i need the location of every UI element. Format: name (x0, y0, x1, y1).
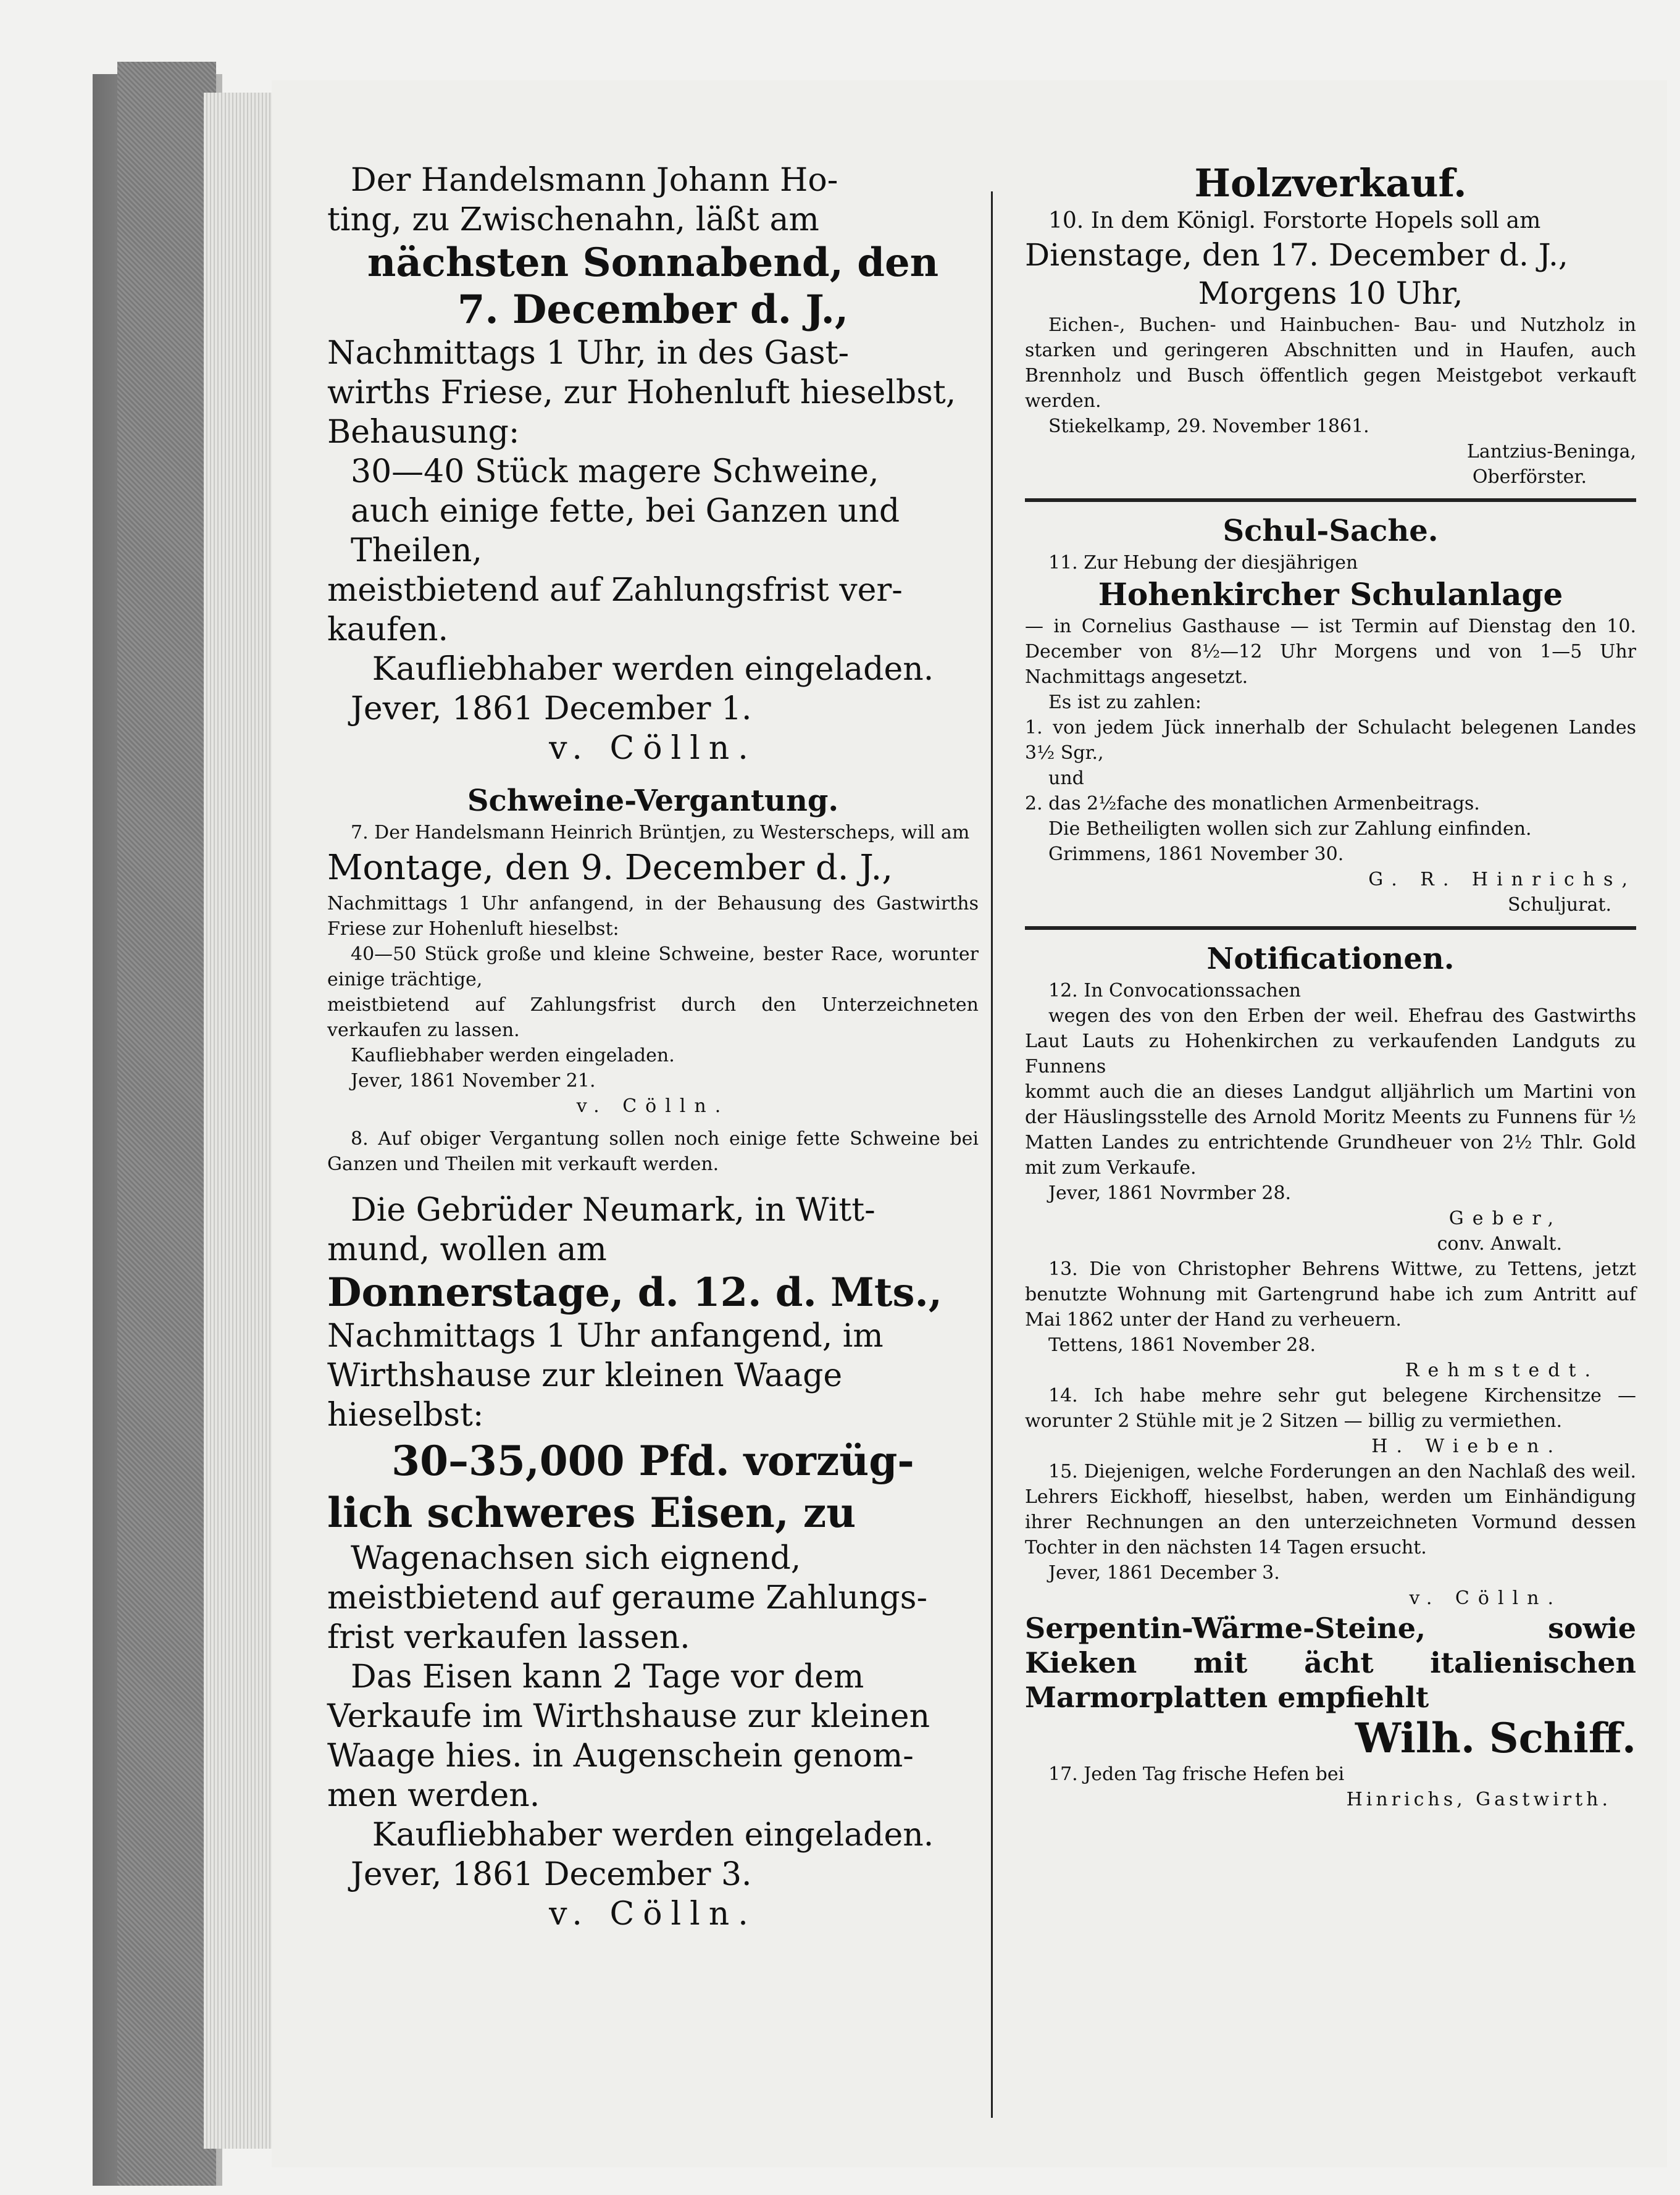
notice-text: kommt auch die an dieses Landgut alljährlich um Martini von der Häuslingsstelle des Arnold Moritz Meents zu Funnens für ½ Matten Landes zu entrichtende Grundheuer von 2½ Thlr. Gold mit zum Verkaufe. (1025, 1081, 1636, 1179)
notice-text: 17. Jeden Tag frische Hefen bei (1048, 1763, 1345, 1785)
ad-place-date: Jever, 1861 December 1. (351, 690, 752, 727)
ad-date: 7. December d. J., (457, 286, 849, 333)
notice-signature: G. R. Hinrichs, (1368, 869, 1636, 890)
notice-text: — in Cornelius Gasthause — ist Termin auf Dienstag den 10. December von 8½—12 Uhr Morgens und von 1—5 Uhr Nachmittags angesetzt. (1025, 616, 1636, 688)
ad-place-date: Jever, 1861 November 21. (351, 1070, 596, 1092)
notice-text: 15. Diejenigen, welche Forderungen an den Nachlaß des weil. Lehrers Eickhoff, hieselbst, haben, werden um Einhändigung ihrer Rechnungen an den unterzeichneten Vormund dessen Tochter in den nächsten 14 Tagen ersucht. (1025, 1461, 1636, 1558)
notice-title: Schuljurat. (1507, 894, 1611, 916)
ad-date: nächsten Sonnabend, den (367, 240, 939, 286)
ad-line: Wirthshause zur kleinen Waage (327, 1357, 843, 1394)
page-edges (204, 93, 278, 2149)
ad-line: Verkaufe im Wirthshause zur kleinen (327, 1698, 930, 1735)
notice-signature: H. Wieben. (1371, 1436, 1562, 1457)
notice-item: 2. das 2½fache des monatlichen Armenbeitrags. (1025, 793, 1480, 814)
notice-schulsache (1025, 512, 1636, 918)
notice-signature: Geber, (1448, 1208, 1562, 1229)
notice-place-date: Jever, 1861 Novrmber 28. (1048, 1182, 1292, 1204)
notice-signature: v. Cölln. (1409, 1587, 1562, 1609)
column-divider (991, 191, 993, 2118)
ad-signature: v. Cölln. (549, 1896, 757, 1933)
notice-text: 12. In Convocationssachen (1048, 980, 1301, 1001)
ad-signature: v. Cölln. (549, 730, 757, 767)
ad-line: Die Gebrüder Neumark, in Witt- (351, 1192, 876, 1229)
notice-signature: Rehmstedt. (1405, 1360, 1599, 1381)
notice-text: wegen des von den Erben der weil. Ehefrau des Gastwirths Laut Lauts zu Hohenkirchen zu verkaufenden Landguts zu Funnens (1025, 1005, 1636, 1077)
ad-vergantung (327, 782, 979, 1177)
ad-line: Behausung: (327, 414, 520, 451)
ad-invite: Kaufliebhaber werden eingeladen. (372, 651, 934, 688)
ad-line: Nachmittags 1 Uhr anfangend, im (327, 1318, 884, 1355)
notice-text: und (1048, 767, 1084, 789)
ad-schiff-name: Wilh. Schiff. (1355, 1714, 1636, 1762)
notice-signature: Hinrichs, Gastwirth. (1346, 1789, 1611, 1810)
notice-place-date: Stiekelkamp, 29. November 1861. (1048, 416, 1369, 437)
ad-line: auch einige fette, bei Ganzen und (351, 493, 900, 530)
ad-text: 7. Der Handelsmann Heinrich Brüntjen, zu Westerscheps, will am (351, 822, 970, 843)
ad-line: meistbietend auf Zahlungsfrist ver- (327, 572, 903, 609)
section-rule (1025, 498, 1636, 502)
right-column (1025, 161, 1636, 1812)
ad-goods: 30–35,000 Pfd. vorzüg- (391, 1437, 914, 1485)
ad-invite: Kaufliebhaber werden eingeladen. (372, 1817, 934, 1854)
ad-line: men werden. (327, 1777, 540, 1814)
ad-text: Nachmittags 1 Uhr anfangend, in der Behausung des Gastwirths Friese zur Hohenluft hieselbst: (327, 893, 979, 940)
ad-line: Das Eisen kann 2 Tage vor dem (351, 1658, 864, 1695)
cover-board (117, 62, 216, 2186)
notice-place-date: Jever, 1861 December 3. (1048, 1562, 1280, 1584)
notice-place-date: Tettens, 1861 November 28. (1048, 1334, 1316, 1356)
notice-date: Morgens 10 Uhr, (1198, 275, 1463, 311)
notice-text: 14. Ich habe mehre sehr gut belegene Kirchensitze — worunter 2 Stühle mit je 2 Sitzen — billig zu vermiethen. (1025, 1385, 1636, 1432)
ad-line: Nachmittags 1 Uhr, in des Gast- (327, 335, 850, 372)
ad-line: Waage hies. in Augenschein genom- (327, 1737, 914, 1775)
ad-invite: Kaufliebhaber werden eingeladen. (351, 1045, 675, 1066)
ad-line: kaufen. (327, 611, 449, 648)
notice-text: Eichen-, Buchen- und Hainbuchen- Bau- und Nutzholz in starken und geringeren Abschnitten und in Haufen, auch Brennholz und Busch öffentlich gegen Meistgebot verkauft werden. (1025, 314, 1636, 412)
notice-title: conv. Anwalt. (1437, 1233, 1562, 1255)
ad-line: Wagenachsen sich eignend, (351, 1540, 801, 1577)
ad-line: Theilen, (351, 532, 483, 569)
ad-text: 8. Auf obiger Vergantung sollen noch einige fette Schweine bei Ganzen und Theilen mit verkauft werden. (327, 1128, 979, 1175)
section-heading: Schul-Sache. (1222, 514, 1439, 548)
ad-line: frist verkaufen lassen. (327, 1619, 690, 1656)
ad-signature: v. Cölln. (576, 1095, 730, 1117)
notice-text: Die Betheiligten wollen sich zur Zahlung einfinden. (1048, 818, 1532, 840)
ad-line: Der Handelsmann Johann Ho- (351, 162, 838, 199)
ad-line: ting, zu Zwischenahn, läßt am (327, 201, 819, 238)
ad-goods: lich schweres Eisen, zu (327, 1489, 856, 1537)
section-heading: Holzverkauf. (1194, 161, 1467, 206)
notice-text: 13. Die von Christopher Behrens Wittwe, zu Tettens, jetzt benutzte Wohnung mit Gartengrund habe ich zum Antritt auf Mai 1862 unter der Hand zu verheuern. (1025, 1258, 1636, 1331)
ad-schiff: Serpentin-Wärme-Steine, sowie Kieken mit ächt italienischen Marmorplatten empfiehlt (1025, 1612, 1636, 1714)
ad-line: wirths Friese, zur Hohenluft hieselbst, (327, 374, 956, 411)
ad-neumark (327, 1190, 979, 1934)
notice-title: Oberförster. (1472, 466, 1587, 488)
ad-place-date: Jever, 1861 December 3. (351, 1856, 752, 1893)
notice-place-date: Grimmens, 1861 November 30. (1048, 843, 1344, 865)
newspaper-page (272, 80, 1667, 2167)
ad-text: meistbietend auf Zahlungsfrist durch den Unterzeichneten verkaufen zu lassen. (327, 994, 979, 1041)
ad-text: 40—50 Stück große und kleine Schweine, bester Race, worunter einige trächtige, (327, 943, 979, 990)
notice-name: Hohenkircher Schulanlage (1098, 576, 1563, 613)
ad-date: Donnerstage, d. 12. d. Mts., (327, 1269, 943, 1316)
left-column (327, 161, 979, 1934)
ad-line: mund, wollen am (327, 1231, 607, 1268)
ad-hoting (327, 161, 979, 768)
notice-text: 11. Zur Hebung der diesjährigen (1048, 552, 1358, 574)
section-rule (1025, 926, 1636, 930)
ad-line: 30—40 Stück magere Schweine, (351, 453, 879, 490)
section-heading: Notificationen. (1206, 942, 1455, 976)
notice-holzverkauf (1025, 161, 1636, 490)
ad-date: Montage, den 9. December d. J., (327, 848, 893, 888)
notifications (1025, 940, 1636, 1812)
notice-text: Es ist zu zahlen: (1048, 692, 1201, 713)
notice-text: 10. In dem Königl. Forstorte Hopels soll am (1048, 208, 1541, 233)
section-heading: Schweine-Vergantung. (467, 784, 839, 818)
ad-line: hieselbst: (327, 1397, 484, 1434)
notice-item: 1. von jedem Jück innerhalb der Schulacht belegenen Landes 3½ Sgr., (1025, 717, 1636, 764)
ad-line: meistbietend auf geraume Zahlungs- (327, 1579, 928, 1616)
notice-signature: Lantzius-Beninga, (1466, 441, 1636, 462)
notice-date: Dienstage, den 17. December d. J., (1025, 237, 1568, 273)
